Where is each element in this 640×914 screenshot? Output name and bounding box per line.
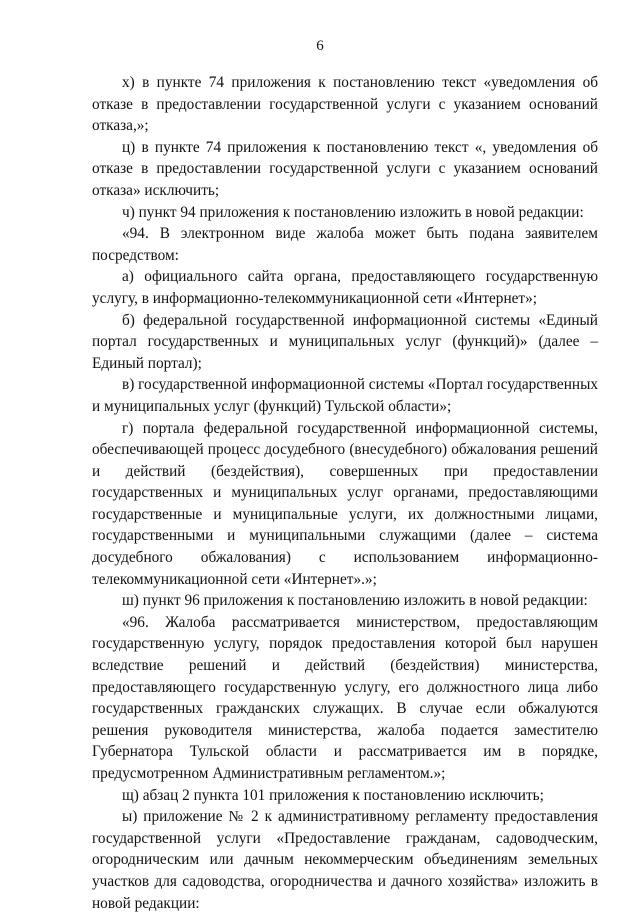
- page-number: 6: [316, 38, 324, 54]
- paragraph-96: «96. Жалоба рассматривается министерством, предоставляющим государственную услугу, порядок предоставления которой был нарушен вследствие решений и действий (бездействия) министерства, предоставляющего государственную услугу, его должностного лица либо государственных гражданских служащих. В случае если обжалуются решения руководителя министерства, жалоба подается заместителю Губернатора Тульской области и рассматривается им в порядке, предусмотренном Административным регламентом.»;: [92, 613, 598, 782]
- paragraph-94: «94. В электронном виде жалоба может быть подана заявителем посредством:: [92, 225, 598, 264]
- paragraph-94-a: а) официального сайта органа, предоставляющего государственную услугу, в информационно-телекоммуникационной сети «Интернет»;: [92, 268, 598, 307]
- paragraph-y: ы) приложение № 2 к административному регламенту предоставления государственной услуги «Предоставление гражданам, садоводческим, огородническим или дачным некоммерческим объединениям земельных участков для садоводства, огородничества и дачного хозяйства» изложить в новой редакции:: [92, 808, 598, 912]
- paragraph-94-b: б) федеральной государственной информационной системы «Единый портал государственных и муниципальных услуг (функций)» (далее – Единый портал);: [92, 311, 598, 372]
- paragraph-94-g: г) портала федеральной государственной информационной системы, обеспечивающей процесс досудебного (внесудебного) обжалования решений и действий (бездействия), совершенных при предоставлении государственных и муниципальных услуг органами, предоставляющими государственные и муниципальные услуги, их должностными лицами, государственными и муниципальными служащими (далее – система досудебного обжалования) с использованием информационно-телекоммуникационной сети «Интернет».»;: [92, 419, 598, 588]
- document-body: [92, 72, 598, 914]
- paragraph-shch: щ) абзац 2 пункта 101 приложения к постановлению исключить;: [122, 786, 544, 804]
- paragraph-sh: ш) пункт 96 приложения к постановлению изложить в новой редакции:: [122, 592, 588, 610]
- paragraph-kh: х) в пункте 74 приложения к постановлению текст «уведомления об отказе в предоставлении государственной услуги с указанием оснований отказа,»;: [92, 74, 598, 135]
- paragraph-ts: ц) в пункте 74 приложения к постановлению текст «, уведомления об отказе в предоставлении государственной услуги с указанием оснований отказа» исключить;: [92, 138, 598, 199]
- paragraph-ch: ч) пункт 94 приложения к постановлению изложить в новой редакции:: [122, 203, 584, 221]
- paragraph-94-v: в) государственной информационной системы «Портал государственных и муниципальных услуг (функций) Тульской области»;: [92, 376, 598, 415]
